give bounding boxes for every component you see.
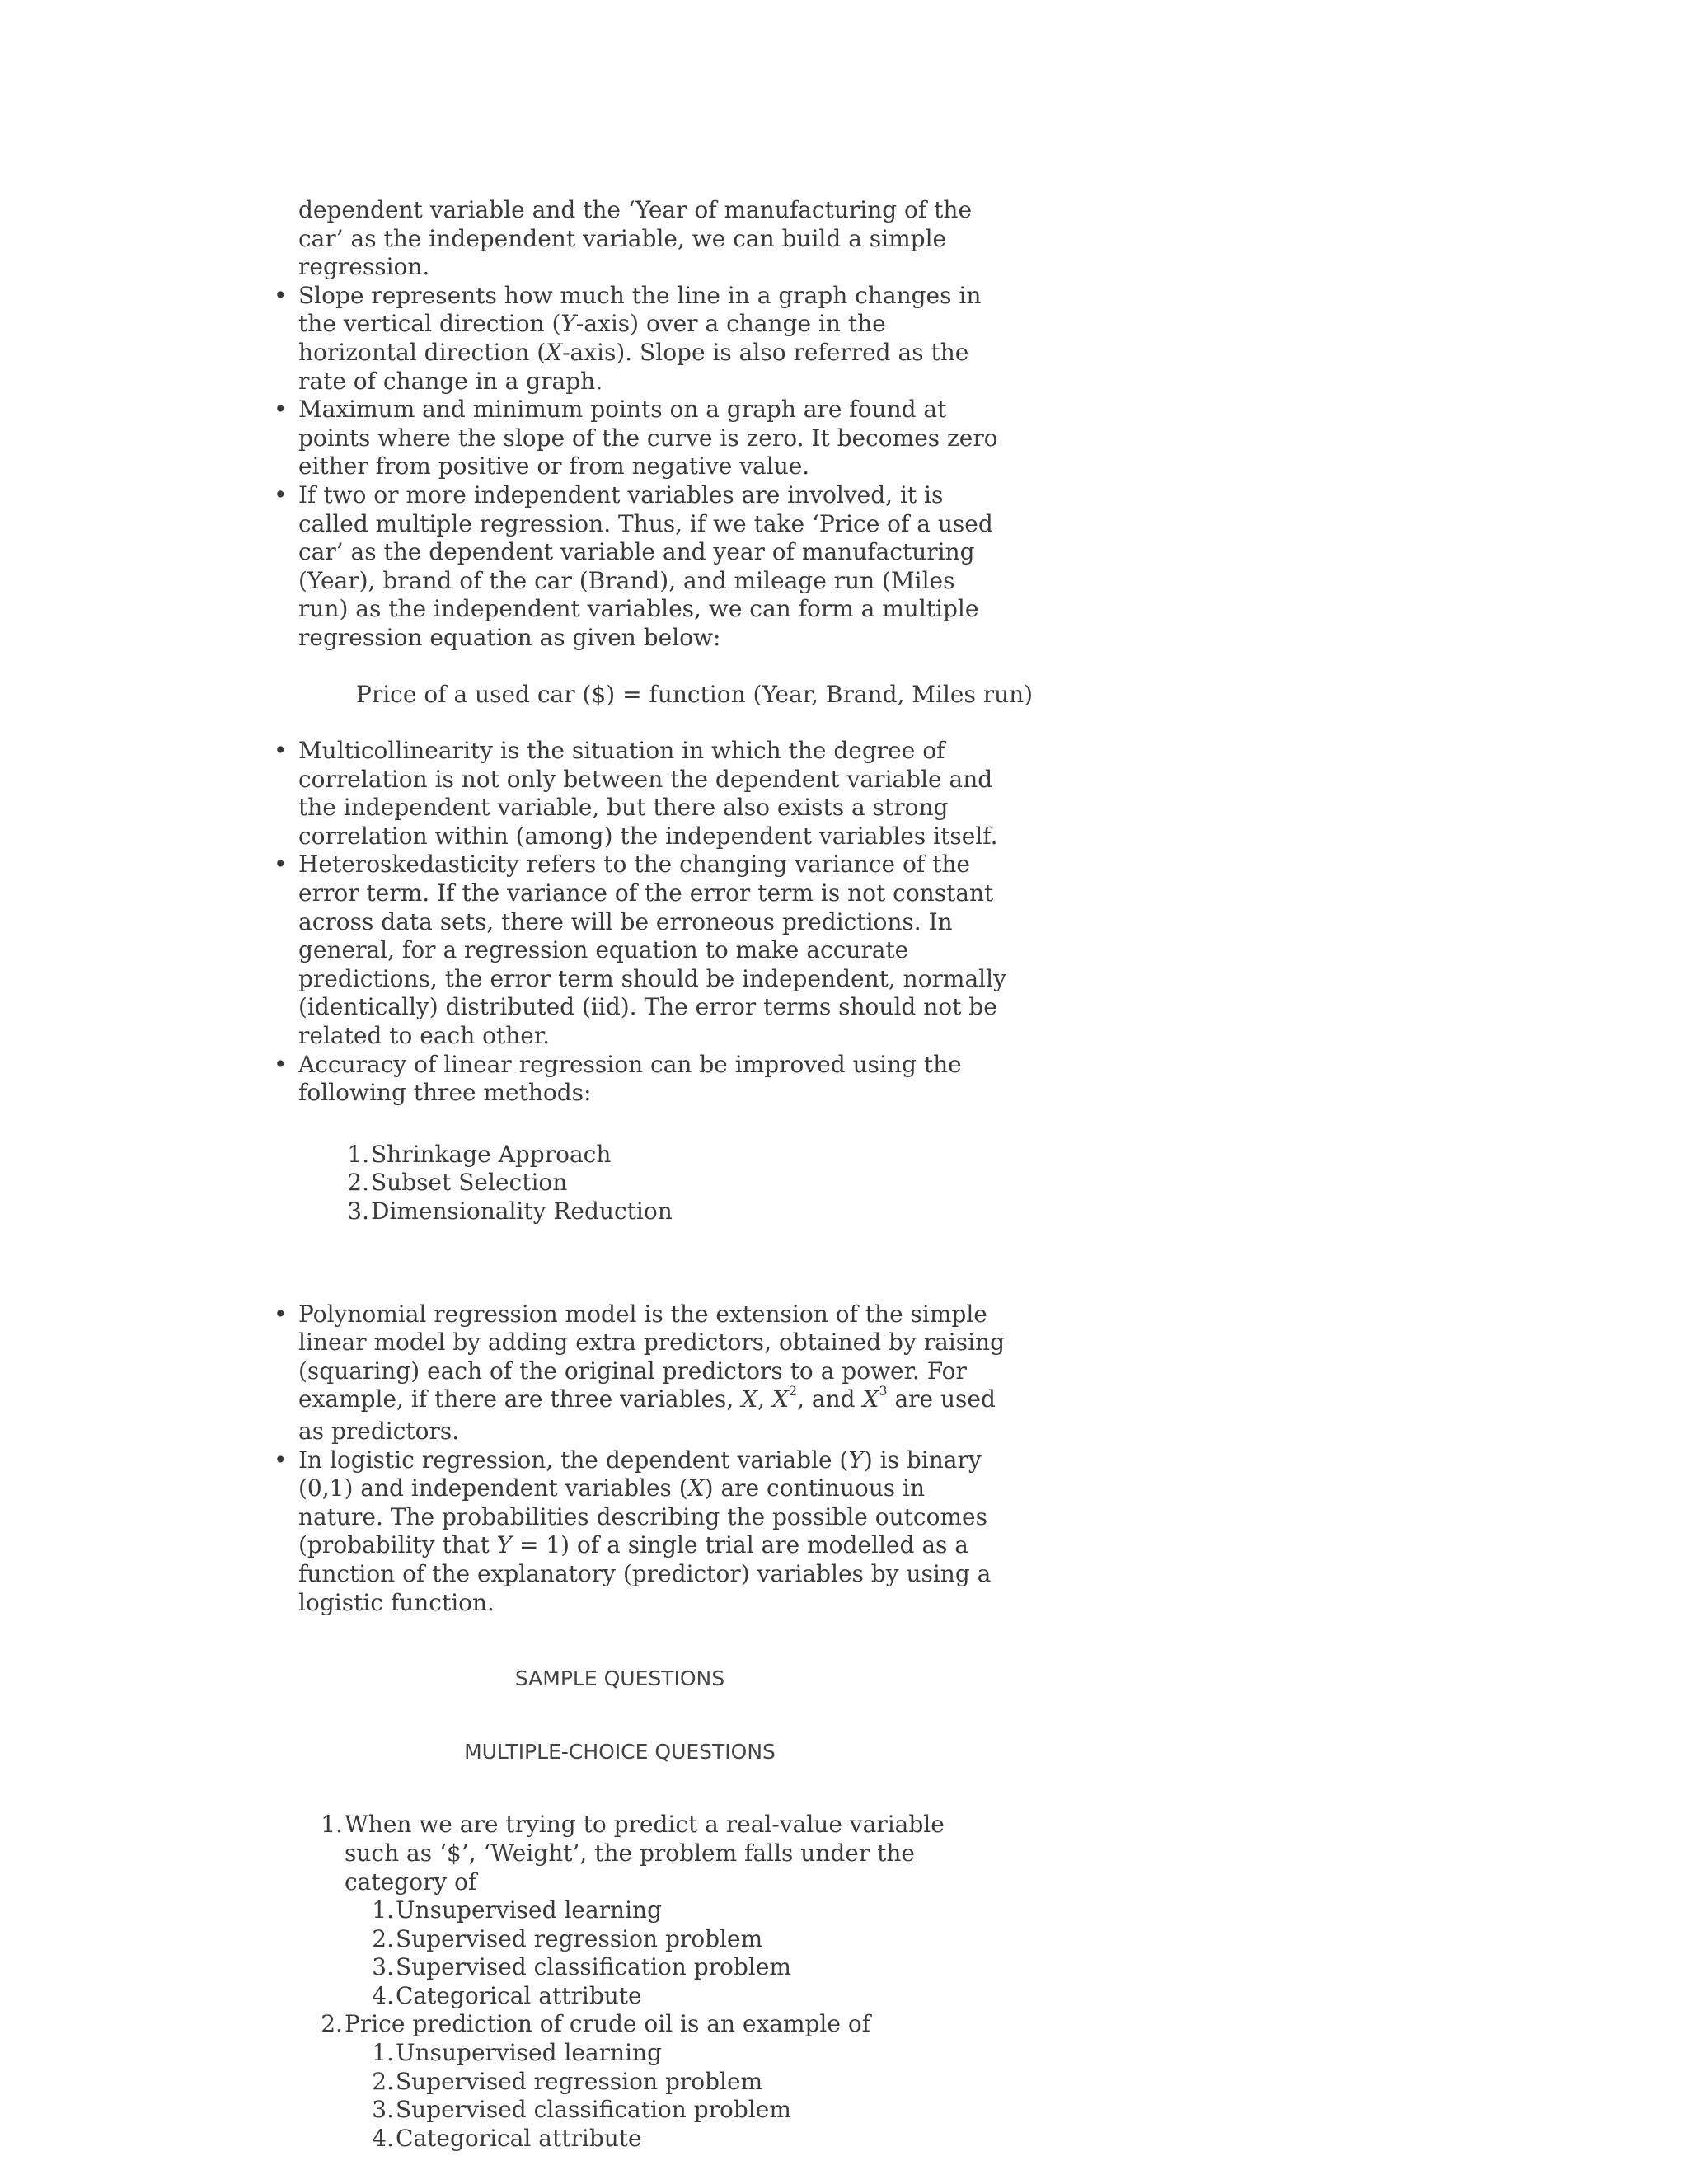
mcq-heading: MULTIPLE-CHOICE QUESTIONS — [464, 1739, 776, 1764]
regression-equation: Price of a used car ($) = function (Year, Brand, Miles run) — [356, 680, 1034, 708]
list-item-logistic — [274, 1446, 1007, 1618]
spacer — [298, 1259, 1007, 1301]
summary-bullet-list — [274, 196, 1034, 1617]
option-item — [372, 2067, 971, 2097]
question-number: 2. — [321, 2010, 343, 2038]
slope-text-3: -axis). Slope is also referred as the rate of change in a graph. — [298, 338, 969, 395]
slope-text-1: Slope represents how much the line in a graph changes in the vertical direction ( — [298, 281, 982, 338]
x-symbol: X — [741, 1385, 758, 1413]
option-number: 1. — [372, 2039, 394, 2067]
separator: , — [757, 1385, 772, 1413]
list-item-multicollinearity — [274, 737, 1007, 851]
option-number: 3. — [372, 1953, 394, 1981]
option-number: 2. — [372, 2067, 394, 2095]
multicollinearity-text: Multicollinearity is the situation in which the degree of correlation is not only between the dependent variable and the independent variable, but there also exists a strong correlation within (among) the independent variables itself. — [298, 737, 998, 850]
options-list — [345, 1896, 971, 2010]
x-squared-symbol: X — [771, 1385, 789, 1413]
option-label: Categorical attribute — [396, 2124, 642, 2152]
list-item-heteroskedasticity — [274, 851, 1007, 1050]
heteroskedasticity-text: Heteroskedasticity refers to the changing variance of the error term. If the variance of the error term is not constant across data sets, there will be erroneous predictions. In general, for a regression equation to make accurate predictions, the error term should be independent, normally (identically) distributed (iid). The error terms should not be related to each other. — [298, 851, 1006, 1050]
item-number: 1. — [347, 1140, 369, 1168]
list-item-polynomial — [274, 1300, 1007, 1446]
bullet-dot: • — [274, 281, 288, 309]
list-item-accuracy — [274, 1050, 1007, 1301]
list-item-maxmin — [274, 396, 1007, 481]
option-item — [372, 1953, 971, 1982]
method-item — [347, 1140, 1007, 1169]
option-number: 2. — [372, 1924, 394, 1952]
option-number: 4. — [372, 1981, 394, 2009]
exponent-2: 2 — [788, 1383, 798, 1399]
sample-questions-heading: SAMPLE QUESTIONS — [514, 1666, 725, 1691]
question-number: 1. — [321, 1811, 343, 1839]
exponent-3: 3 — [879, 1383, 888, 1399]
question-item — [321, 2010, 971, 2153]
list-item-multiple-regression — [274, 480, 1034, 709]
option-item — [372, 1924, 971, 1954]
option-item — [372, 2124, 971, 2154]
accuracy-text: Accuracy of linear regression can be improved using the following three methods: — [298, 1050, 962, 1107]
question-item — [321, 1811, 971, 2010]
option-label: Supervised classification problem — [396, 1953, 791, 1981]
method-label: Subset Selection — [371, 1169, 568, 1197]
option-label: Categorical attribute — [396, 1981, 642, 2009]
polynomial-text-2: are used as predictors. — [298, 1385, 996, 1445]
option-label: Unsupervised learning — [396, 2039, 662, 2067]
maxmin-text: Maximum and minimum points on a graph are found at points where the slope of the curve is zero. It becomes zero either from positive or from negative value. — [298, 396, 998, 480]
option-number: 1. — [372, 1896, 394, 1924]
bullet-dot: • — [274, 737, 288, 765]
option-label: Supervised classification problem — [396, 2096, 791, 2124]
list-item-slope — [274, 281, 1007, 396]
bullet-dot: • — [274, 1446, 288, 1474]
option-label: Supervised regression problem — [396, 2067, 763, 2095]
document-page — [274, 196, 1034, 2153]
separator: , and — [797, 1385, 863, 1413]
continuation-text: dependent variable and the ‘Year of manufacturing of the car’ as the independent variable, we can build a simple regression. — [298, 196, 973, 281]
option-number: 4. — [372, 2124, 394, 2152]
y-symbol: Y — [560, 310, 576, 338]
item-number: 2. — [347, 1169, 369, 1197]
option-item — [372, 1981, 971, 2011]
multiple-regression-text: If two or more independent variables are involved, it is called multiple regression. Thus, if we take ‘Price of a used car’ as the dependent variable and year of manufacturing (Year), brand of the car (Brand), and mileage run (Miles run) as the independent variables, we can form a multiple regression equation as given below: — [298, 480, 993, 651]
option-label: Unsupervised learning — [396, 1896, 662, 1924]
bullet-dot: • — [274, 1300, 288, 1328]
question-text: When we are trying to predict a real-value variable such as ‘$’, ‘Weight’, the problem falls under the category of — [345, 1811, 945, 1896]
x-symbol: X — [546, 338, 563, 366]
method-item — [347, 1169, 1007, 1197]
logistic-text-2: ) is binary (0,1) and independent variables ( — [298, 1446, 982, 1502]
option-item — [372, 2096, 971, 2125]
option-number: 3. — [372, 2096, 394, 2124]
item-number: 3. — [347, 1197, 369, 1225]
options-list — [345, 2039, 971, 2153]
method-label: Dimensionality Reduction — [371, 1197, 673, 1225]
option-item — [372, 1896, 971, 1925]
list-item-continuation — [298, 196, 1007, 282]
method-item — [347, 1197, 1007, 1226]
y-symbol: Y — [848, 1446, 864, 1474]
polynomial-text-1: Polynomial regression model is the extension of the simple linear model by adding extra predictors, obtained by raising (squaring) each of the original predictors to a power. For example, if there are three variables, — [298, 1300, 1006, 1413]
bullet-dot: • — [274, 1050, 288, 1078]
x-symbol: X — [687, 1474, 705, 1502]
option-label: Supervised regression problem — [396, 1924, 763, 1952]
logistic-text-4: = 1) of a single trial are modelled as a function of the explanatory (predictor) variables by using a logistic function. — [298, 1531, 992, 1616]
bullet-dot: • — [274, 396, 288, 424]
x-cubed-symbol: X — [862, 1385, 879, 1413]
bullet-dot: • — [274, 851, 288, 879]
method-label: Shrinkage Approach — [371, 1140, 612, 1168]
logistic-text-1: In logistic regression, the dependent variable ( — [298, 1446, 849, 1474]
y-symbol: Y — [496, 1531, 513, 1559]
question-text: Price prediction of crude oil is an example of — [345, 2010, 871, 2038]
slope-text-2: -axis) over a change in the horizontal direction ( — [298, 310, 886, 366]
logistic-text-3: ) are continuous in nature. The probabilities describing the possible outcomes (probability that — [298, 1474, 987, 1559]
methods-list — [298, 1141, 1007, 1226]
questions-list — [298, 1811, 971, 2153]
bullet-dot: • — [274, 480, 288, 509]
option-item — [372, 2039, 971, 2068]
